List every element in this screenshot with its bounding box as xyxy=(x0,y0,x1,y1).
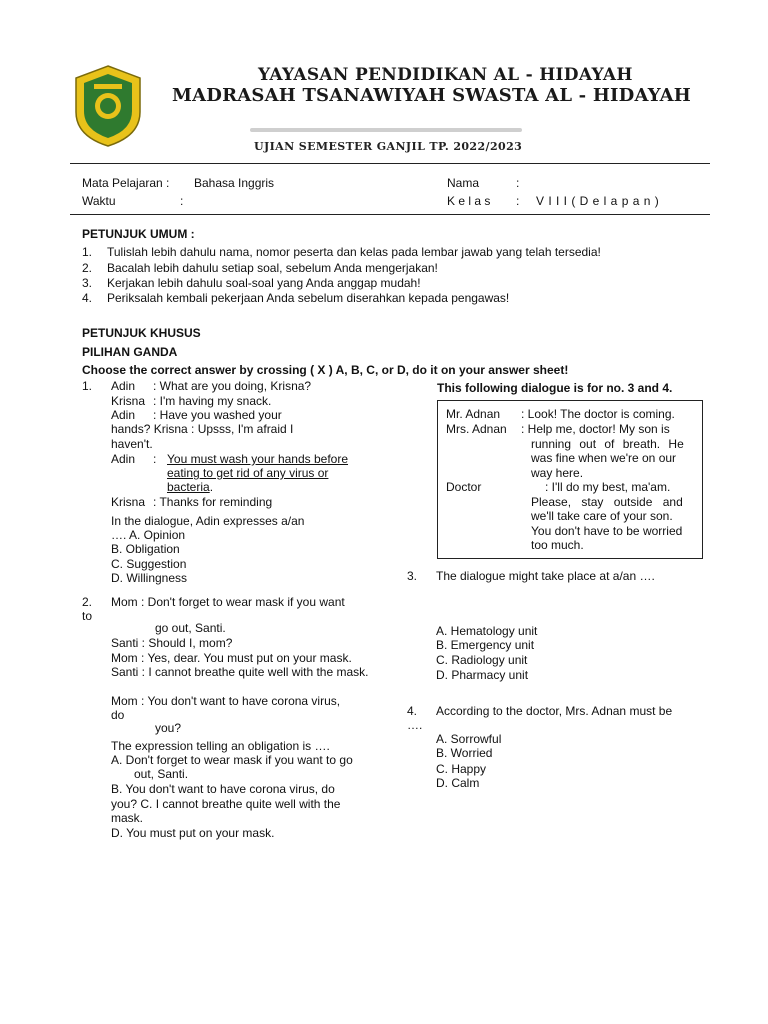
name-label: Nama xyxy=(447,176,480,190)
answer-option: D. Pharmacy unit xyxy=(436,668,529,682)
answer-option: B. Worried xyxy=(436,746,493,760)
dialogue-line: : Look! The doctor is coming. xyxy=(521,407,675,421)
list-item: Tulislah lebih dahulu nama, nomor peserta dan kelas pada lembar jawab yang telah tersedia! xyxy=(107,245,601,259)
subject-label: Mata Pelajaran : xyxy=(82,176,170,190)
speaker: Mrs. Adnan xyxy=(446,422,507,436)
question-stem: The dialogue might take place at a/an …. xyxy=(436,569,655,583)
answer-option: A. Sorrowful xyxy=(436,732,502,746)
dialogue-line: haven't. xyxy=(111,437,153,451)
dialogue-line: running out of breath. He xyxy=(531,437,684,451)
dialogue-line: hands? Krisna : Upsss, I'm afraid I xyxy=(111,422,294,436)
answer-option: C. Radiology unit xyxy=(436,653,528,667)
question-number: 3. xyxy=(407,569,418,583)
blurred-address-line xyxy=(250,128,522,132)
question-number: 2. xyxy=(82,595,93,609)
question-number: 1. xyxy=(82,379,93,393)
class-value: V I I I ( D e l a p a n ) xyxy=(536,194,660,208)
dialogue-line: Santi : Should I, mom? xyxy=(111,636,233,650)
section-subtitle: PILIHAN GANDA xyxy=(82,345,178,359)
time-label: Waktu xyxy=(82,194,116,208)
dialogue-line: Mom : Yes, dear. You must put on your mask. xyxy=(111,651,352,665)
class-label: K e l a s xyxy=(447,194,491,208)
question-stem-continued: …. xyxy=(407,718,423,732)
dialogue-line xyxy=(167,466,328,480)
dialogue-intro: This following dialogue is for no. 3 and 4. xyxy=(437,381,673,395)
answer-instruction: Choose the correct answer by crossing ( X ) A, B, C, or D, do it on your answer sheet! xyxy=(82,363,569,377)
dialogue-line: : I'm having my snack. xyxy=(153,394,272,408)
dialogue-line: Mom : You don't want to have corona virus, xyxy=(111,694,341,708)
dialogue-line: Mom : Don't forget to wear mask if you want xyxy=(111,595,345,609)
speaker: Adin xyxy=(111,379,136,393)
list-item-number: 2. xyxy=(82,261,93,275)
dialogue-line: : Thanks for reminding xyxy=(153,495,273,509)
question-number: 4. xyxy=(407,704,418,718)
class-colon: : xyxy=(516,194,520,208)
list-item: Kerjakan lebih dahulu soal-soal yang Anda anggap mudah! xyxy=(107,276,421,290)
answer-option: B. You don't want to have corona virus, do xyxy=(111,782,335,796)
dialogue-line xyxy=(167,480,213,494)
list-item-number: 3. xyxy=(82,276,93,290)
speaker: Krisna xyxy=(111,394,146,408)
dialogue-line: you? xyxy=(155,721,182,735)
school-name: MADRASAH TSANAWIYAH SWASTA AL - HIDAYAH xyxy=(172,85,691,106)
answer-option: D. Calm xyxy=(436,776,480,790)
speaker: Adin xyxy=(111,408,136,422)
dialogue-line: Please, stay outside and xyxy=(531,495,683,509)
special-instructions-title: PETUNJUK KHUSUS xyxy=(82,326,201,340)
underlined-expression: You must wash your hands before xyxy=(167,452,349,466)
speaker: Adin xyxy=(111,452,136,466)
time-colon: : xyxy=(180,194,184,208)
list-item-number: 1. xyxy=(82,245,93,259)
colon: : xyxy=(153,452,157,466)
dialogue-line: You don't have to be worried xyxy=(531,524,683,538)
question-stem: According to the doctor, Mrs. Adnan must be xyxy=(436,704,673,718)
dialogue-line: do xyxy=(111,708,125,722)
answer-option: D. Willingness xyxy=(111,571,188,585)
name-colon: : xyxy=(516,176,520,190)
school-logo xyxy=(70,64,146,148)
list-item: Periksalah kembali pekerjaan Anda sebelum diserahkan kepada pengawas! xyxy=(107,291,510,305)
answer-option: B. Emergency unit xyxy=(436,638,535,652)
answer-option: D. You must put on your mask. xyxy=(111,826,275,840)
dialogue-text: to get rid of any virus or xyxy=(199,466,329,480)
answer-option: A. Don't forget to wear mask if you want to go xyxy=(111,753,353,767)
answer-option-continued: mask. xyxy=(111,811,144,825)
dialogue-line: to xyxy=(82,609,93,623)
dialogue-line: was fine when we're on our xyxy=(531,451,677,465)
question-stem: In the dialogue, Adin expresses a/an xyxy=(111,514,305,528)
dialogue-line: way here. xyxy=(531,466,584,480)
speaker: Krisna xyxy=(111,495,146,509)
dialogue-text: . xyxy=(209,480,214,494)
answer-option: you? C. I cannot breathe quite well with the xyxy=(111,797,341,811)
answer-option: C. Suggestion xyxy=(111,557,187,571)
dialogue-line: : I'll do my best, ma'am. xyxy=(545,480,671,494)
question-stem: The expression telling an obligation is …. xyxy=(111,739,330,753)
foundation-name: YAYASAN PENDIDIKAN AL - HIDAYAH xyxy=(258,65,633,85)
info-divider xyxy=(70,214,710,215)
dialogue-line: too much. xyxy=(531,538,584,552)
speaker: Doctor xyxy=(446,480,482,494)
list-item: Bacalah lebih dahulu setiap soal, sebelum Anda mengerjakan! xyxy=(107,261,438,275)
general-instructions-title: PETUNJUK UMUM : xyxy=(82,227,195,241)
answer-option: B. Obligation xyxy=(111,542,180,556)
list-item-number: 4. xyxy=(82,291,93,305)
answer-option: A. Hematology unit xyxy=(436,624,538,638)
underlined-word: eating xyxy=(167,466,200,480)
dialogue-line: go out, Santi. xyxy=(155,621,226,635)
dialogue-line: we'll take care of your son. xyxy=(531,509,673,523)
dialogue-line: Santi : I cannot breathe quite well with the mask. xyxy=(111,665,369,679)
answer-option: C. Happy xyxy=(436,762,487,776)
answer-option: …. A. Opinion xyxy=(111,528,186,542)
answer-option-continued: out, Santi. xyxy=(134,767,189,781)
speaker: Mr. Adnan xyxy=(446,407,501,421)
underlined-word: bacteria xyxy=(167,480,210,494)
dialogue-line: : Have you washed your xyxy=(153,408,282,422)
subject-value: Bahasa Inggris xyxy=(194,176,275,190)
exam-title: UJIAN SEMESTER GANJIL TP. 2022/2023 xyxy=(254,140,523,153)
dialogue-line: : Help me, doctor! My son is xyxy=(521,422,670,436)
header-divider xyxy=(70,163,710,164)
dialogue-line: : What are you doing, Krisna? xyxy=(153,379,312,393)
